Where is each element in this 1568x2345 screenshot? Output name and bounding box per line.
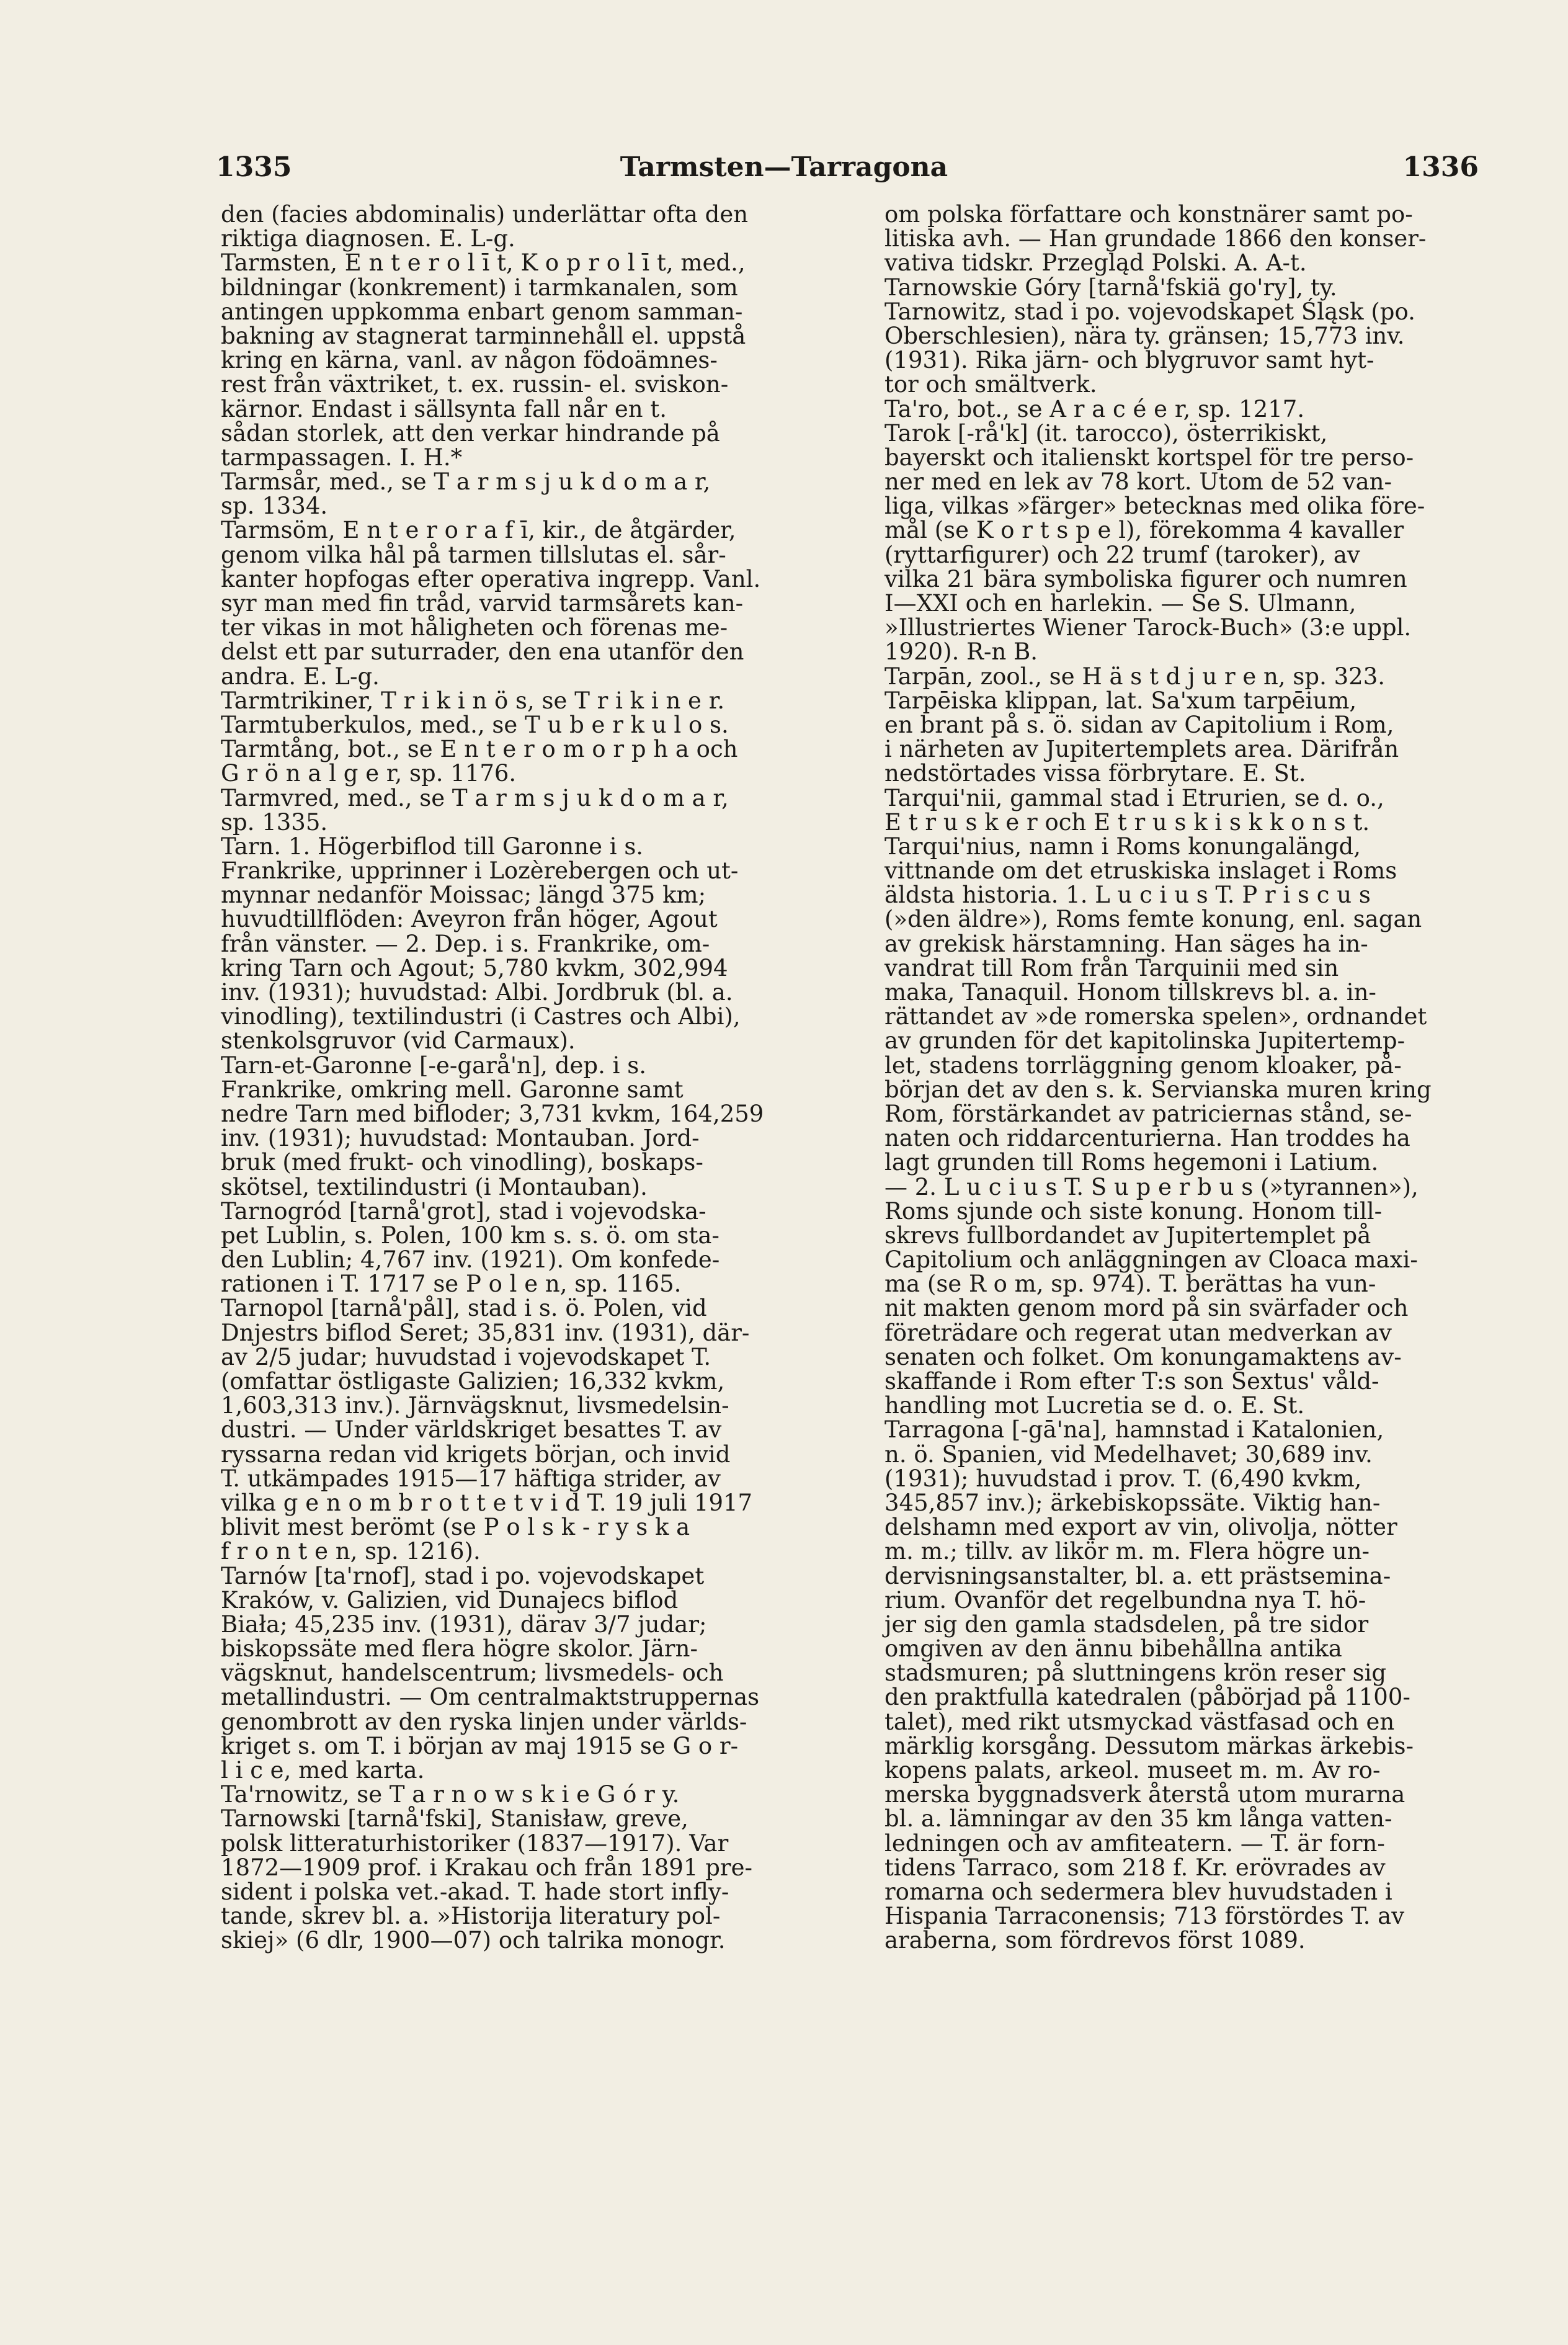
text-line: vativa tidskr. Przegląd Polski. A. A-t.	[884, 249, 1307, 277]
text-line: Tarmtång, bot., se E n t e r o m o r p h a och	[221, 736, 738, 763]
text-line: vägsknut, handelscentrum; livsmedels- och	[221, 1659, 724, 1687]
text-line: delshamn med export av vin, olivolja, nötter	[884, 1514, 1397, 1541]
text-line: jer sig den gamla stadsdelen, på tre sidor	[884, 1610, 1369, 1638]
text-line: början det av den s. k. Servianska muren kring	[884, 1076, 1432, 1103]
text-line: Tarpēiska klippan, lat. Sa'xum tarpēium,	[884, 687, 1357, 714]
text-line: Frankrike, upprinner i Lozèrebergen och ut-	[221, 857, 739, 885]
text-line: sådan storlek, att den verkar hindrande på	[221, 419, 720, 447]
text-line: skötsel, textilindustri (i Montauban).	[221, 1173, 648, 1200]
text-line: Tarn. 1. Högerbiflod till Garonne i s.	[221, 833, 644, 860]
text-line: den Lublin; 4,767 inv. (1921). Om konfede-	[221, 1246, 720, 1274]
right-column	[884, 202, 1495, 1953]
text-line: Frankrike, omkring mell. Garonne samt	[221, 1076, 684, 1103]
text-line: rationen i T. 1717 se P o l e n, sp. 1165.	[221, 1271, 682, 1298]
text-line: från vänster. — 2. Dep. i s. Frankrike, om-	[221, 930, 710, 957]
text-line: Tarmtrikiner, T r i k i n ö s, se T r i k i n e r.	[221, 687, 725, 714]
text-line: »Illustriertes Wiener Tarock-Buch» (3:e uppl.	[884, 614, 1412, 641]
text-line: skrevs fullbordandet av Jupitertemplet på	[884, 1222, 1371, 1249]
text-line: företrädare och regerat utan medverkan av	[884, 1319, 1392, 1346]
text-line: dervisningsanstalter, bl. a. ett prästsemina-	[884, 1562, 1391, 1589]
text-line: av grekisk härstamning. Han säges ha in-	[884, 930, 1368, 957]
text-line: talet), med rikt utsmyckad västfasad och en	[884, 1708, 1395, 1735]
text-line: E t r u s k e r och E t r u s k i s k k o n s t.	[884, 808, 1370, 836]
text-line: (ryttarfigurer) och 22 trumf (taroker), av	[884, 541, 1360, 568]
text-line: kanter hopfogas efter operativa ingrepp. Vanl.	[221, 565, 761, 592]
text-line: Kraków, v. Galizien, vid Dunajecs biflod	[221, 1586, 679, 1614]
text-line: m. m.; tillv. av likör m. m. Flera högre un-	[884, 1538, 1370, 1565]
text-line: Dnjestrs biflod Seret; 35,831 inv. (1931), där-	[221, 1319, 750, 1346]
text-line: Biała; 45,235 inv. (1931), därav 3/7 judar;	[221, 1610, 707, 1638]
text-line: handling mot Lucretia se d. o. E. St.	[884, 1392, 1305, 1419]
text-line: Tarn-et-Garonne [-e-garå'n], dep. i s.	[221, 1052, 646, 1079]
text-line: n. ö. Spanien, vid Medelhavet; 30,689 inv.	[884, 1440, 1373, 1468]
text-line: 1,603,313 inv.). Järnvägsknut, livsmedelsin-	[221, 1392, 729, 1419]
text-line: (1931); huvudstad i prov. T. (6,490 kvkm,	[884, 1465, 1362, 1492]
text-line: tor och smältverk.	[884, 371, 1097, 398]
text-line: biskopssäte med flera högre skolor. Järn-	[221, 1635, 698, 1663]
text-line: araberna, som fördrevos först 1089.	[884, 1927, 1306, 1954]
text-line: metallindustri. — Om centralmaktstruppernas	[221, 1684, 760, 1711]
text-line: äldsta historia. 1. L u c i u s T. P r i s c u s	[884, 882, 1371, 909]
text-line: stadsmuren; på sluttningens krön reser sig	[884, 1659, 1387, 1687]
text-line: Tarnopol [tarnå'pål], stad i s. ö. Polen, vid	[221, 1295, 707, 1322]
text-line: bruk (med frukt- och vinodling), boskaps-	[221, 1149, 703, 1176]
text-line: vilka g e n o m b r o t t e t v i d T. 19 juli 1917	[221, 1489, 753, 1516]
text-line: rättandet av »de romerska spelen», ordnandet	[884, 1003, 1427, 1030]
text-line: litiska avh. — Han grundade 1866 den konser-	[884, 225, 1427, 252]
text-line: Tarok [-rå'k] (it. tarocco), österrikiskt,	[884, 419, 1328, 447]
text-line: nedre Tarn med bifloder; 3,731 kvkm, 164,259	[221, 1100, 764, 1127]
text-line: Ta'rnowitz, se T a r n o w s k i e G ó r y.	[221, 1781, 680, 1808]
text-line: Tarnów [ta'rnof], stad i po. vojevodskapet	[221, 1562, 705, 1589]
text-line: Tarnowitz, stad i po. vojevodskapet Śląsk (po.	[884, 298, 1415, 325]
text-line: den praktfulla katedralen (påbörjad på 1100-	[884, 1684, 1410, 1711]
text-line: sp. 1334.	[221, 493, 328, 520]
text-line: liga, vilkas »färger» betecknas med olika före-	[884, 493, 1425, 520]
text-line: av 2/5 judar; huvudstad i vojevodskapet T.	[221, 1343, 711, 1370]
text-line: märklig korsgång. Dessutom märkas ärkebis-	[884, 1732, 1414, 1759]
text-line: Hispania Tarraconensis; 713 förstördes T. av	[884, 1903, 1405, 1930]
text-line: syr man med fin tråd, varvid tarmsårets kan-	[221, 590, 744, 617]
text-line: Tarqui'nii, gammal stad i Etrurien, se d. o.,	[884, 784, 1384, 811]
text-line: maka, Tanaquil. Honom tillskrevs bl. a. in-	[884, 979, 1376, 1006]
text-line: ma (se R o m, sp. 974). T. berättas ha vun-	[884, 1271, 1376, 1298]
text-line: delst ett par suturrader, den ena utanför den	[221, 638, 744, 666]
text-line: senaten och folket. Om konungamaktens av-	[884, 1343, 1402, 1370]
text-line: en brant på s. ö. sidan av Capitolium i Rom,	[884, 711, 1394, 738]
text-line: dustri. — Under världskriget besattes T. av	[221, 1416, 722, 1444]
text-line: skiej» (6 dlr, 1900—07) och talrika monogr.	[221, 1927, 726, 1954]
text-line: nedstörtades vissa förbrytare. E. St.	[884, 760, 1306, 787]
text-line: Tarmtuberkulos, med., se T u b e r k u l o s.	[221, 711, 729, 738]
text-line: romarna och sedermera blev huvudstaden i	[884, 1878, 1392, 1905]
text-line: ner med en lek av 78 kort. Utom de 52 van-	[884, 468, 1392, 496]
text-line: bildningar (konkrement) i tarmkanalen, som	[221, 274, 738, 301]
text-line: polsk litteraturhistoriker (1837—1917). Var	[221, 1829, 729, 1857]
text-line: Tarragona [-gā'na], hamnstad i Katalonien,	[884, 1416, 1384, 1444]
page-number-right: 1336	[1402, 151, 1479, 183]
text-line: rium. Ovanför det regelbundna nya T. hö-	[884, 1586, 1366, 1614]
text-line: huvudtillflöden: Aveyron från höger, Agout	[221, 906, 718, 933]
text-line: om polska författare och konstnärer samt po-	[884, 201, 1413, 228]
text-line: riktiga diagnosen. E. L-g.	[221, 225, 515, 252]
text-line: tande, skrev bl. a. »Historija literatury pol-	[221, 1903, 721, 1930]
text-line: i närheten av Jupitertemplets area. Därifrån	[884, 736, 1399, 763]
text-line: kopens palats, arkeol. museet m. m. Av ro-	[884, 1757, 1381, 1784]
text-line: pet Lublin, s. Polen, 100 km s. s. ö. om sta-	[221, 1222, 719, 1249]
text-line: let, stadens torrläggning genom kloaker, på-	[884, 1052, 1402, 1079]
text-line: kring Tarn och Agout; 5,780 kvkm, 302,994	[221, 954, 728, 981]
text-line: 1920). R-n B.	[884, 638, 1038, 666]
text-line: ledningen och av amfiteatern. — T. är forn-	[884, 1829, 1385, 1857]
text-line: bakning av stagnerat tarminnehåll el. uppstå	[221, 322, 746, 349]
text-line: 345,857 inv.); ärkebiskopssäte. Viktig han-	[884, 1489, 1381, 1516]
text-line: Tarnogród [tarnå'grot], stad i vojevodska-	[221, 1197, 706, 1225]
left-column	[221, 202, 832, 1953]
text-line: vandrat till Rom från Tarquinii med sin	[884, 954, 1339, 981]
text-line: Roms sjunde och siste konung. Honom till-	[884, 1197, 1383, 1225]
text-line: antingen uppkomma enbart genom samman-	[221, 298, 743, 325]
text-line: Tarmsår, med., se T a r m s j u k d o m a r,	[221, 468, 711, 496]
text-line: Tarmsten, E n t e r o l ī t, K o p r o l ī t, med.,	[221, 249, 746, 277]
text-line: Capitolium och anläggningen av Cloaca maxi-	[884, 1246, 1418, 1274]
text-line: tidens Tarraco, som 218 f. Kr. erövrades av	[884, 1854, 1386, 1881]
text-line: den (facies abdominalis) underlättar ofta den	[221, 201, 749, 228]
text-line: Rom, förstärkandet av patriciernas stånd, se-	[884, 1100, 1412, 1127]
text-line: skaffande i Rom efter T:s son Sextus' våld-	[884, 1368, 1379, 1395]
text-line: naten och riddarcenturierna. Han troddes ha	[884, 1125, 1410, 1152]
text-line: Tarpān, zool., se H ä s t d j u r e n, sp. 323.	[884, 663, 1385, 690]
text-line: genombrott av den ryska linjen under världs-	[221, 1708, 747, 1735]
text-line: — 2. L u c i u s T. S u p e r b u s (»tyrannen»),	[884, 1173, 1419, 1200]
text-line: Oberschlesien), nära ty. gränsen; 15,773 inv.	[884, 322, 1405, 349]
text-line: mål (se K o r t s p e l), förekomma 4 kavaller	[884, 517, 1404, 544]
text-line: Tarmvred, med., se T a r m s j u k d o m a r,	[221, 784, 729, 811]
text-line: kärnor. Endast i sällsynta fall når en t.	[221, 395, 667, 422]
text-line: mynnar nedanför Moissac; längd 375 km;	[221, 882, 706, 909]
text-line: (1931). Rika järn- och blygruvor samt hyt-	[884, 347, 1374, 374]
text-line: andra. E. L-g.	[221, 663, 380, 690]
text-line: sp. 1335.	[221, 808, 328, 836]
text-line: Tarnowskie Góry [tarnå'fskiä go'ry], ty.	[884, 274, 1337, 301]
text-line: vittnande om det etruskiska inslaget i Roms	[884, 857, 1397, 885]
text-line: av grunden för det kapitolinska Jupitertemp-	[884, 1027, 1405, 1055]
text-line: G r ö n a l g e r, sp. 1176.	[221, 760, 517, 787]
text-line: T. utkämpades 1915—17 häftiga strider, av	[221, 1465, 721, 1492]
text-line: f r o n t e n, sp. 1216).	[221, 1538, 481, 1565]
text-line: Tarqui'nius, namn i Roms konungalängd,	[884, 833, 1361, 860]
text-line: stenkolsgruvor (vid Carmaux).	[221, 1027, 576, 1055]
text-line: nit makten genom mord på sin svärfader och	[884, 1295, 1409, 1322]
text-line: bl. a. lämningar av den 35 km långa vatten-	[884, 1805, 1392, 1833]
text-line: (»den äldre»), Roms femte konung, enl. sagan	[884, 906, 1422, 933]
text-line: Ta'ro, bot., se A r a c é e r, sp. 1217.	[884, 395, 1305, 422]
text-line: omgiven av den ännu bibehållna antika	[884, 1635, 1342, 1663]
text-line: merska byggnadsverk återstå utom murarna	[884, 1781, 1405, 1808]
page-number-left: 1335	[216, 151, 292, 183]
text-line: ryssarna redan vid krigets början, och invid	[221, 1440, 731, 1468]
text-line: Tarnowski [tarnå'fski], Stanisław, greve,	[221, 1805, 688, 1833]
text-line: vinodling), textilindustri (i Castres och Albi),	[221, 1003, 741, 1030]
text-line: kring en kärna, vanl. av någon födoämnes-	[221, 347, 718, 374]
text-line: blivit mest berömt (se P o l s k - r y s k a	[221, 1514, 690, 1541]
text-line: (omfattar östligaste Galizien; 16,332 kvkm,	[221, 1368, 725, 1395]
running-head: Tarmsten—Tarragona	[620, 151, 948, 183]
text-line: lagt grunden till Roms hegemoni i Latium.	[884, 1149, 1379, 1176]
text-line: l i c e, med karta.	[221, 1757, 425, 1784]
text-line: I—XXI och en harlekin. — Se S. Ulmann,	[884, 590, 1356, 617]
text-line: vilka 21 bära symboliska figurer och numren	[884, 565, 1407, 592]
text-line: sident i polska vet.-akad. T. hade stort infly-	[221, 1878, 729, 1905]
text-line: Tarmsöm, E n t e r o r a f ī, kir., de åtgärder,	[221, 517, 736, 544]
text-line: inv. (1931); huvudstad: Albi. Jordbruk (bl. a.	[221, 979, 733, 1006]
text-line: 1872—1909 prof. i Krakau och från 1891 pre-	[221, 1854, 752, 1881]
text-line: kriget s. om T. i början av maj 1915 se G o r-	[221, 1732, 739, 1759]
text-line: rest från växtriket, t. ex. russin- el. sviskon-	[221, 371, 729, 398]
text-line: bayerskt och italienskt kortspel för tre perso-	[884, 444, 1414, 471]
text-line: ter vikas in mot håligheten och förenas me-	[221, 614, 728, 641]
text-line: inv. (1931); huvudstad: Montauban. Jord-	[221, 1125, 700, 1152]
text-line: genom vilka hål på tarmen tillslutas el. sår-	[221, 541, 726, 568]
text-line: tarmpassagen. I. H.*	[221, 444, 463, 471]
